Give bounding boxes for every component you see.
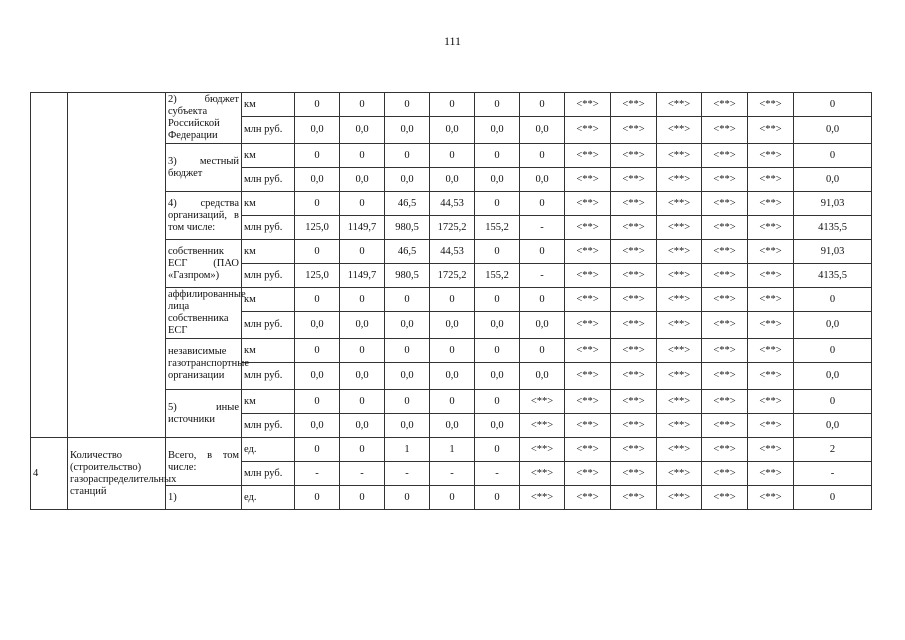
value-cell: <**> [611, 168, 657, 192]
value-cell: 0 [475, 339, 520, 363]
value-cell: 0 [520, 144, 565, 168]
value-cell: 0 [295, 93, 340, 117]
value-cell: 0 [430, 144, 475, 168]
value-cell: 46,5 [385, 240, 430, 264]
value-cell: 0,0 [520, 363, 565, 390]
value-cell: 0 [475, 240, 520, 264]
value-cell: 125,0 [295, 216, 340, 240]
value-cell: 0,0 [794, 117, 872, 144]
value-cell: <**> [748, 462, 794, 486]
category-cell: 5) иные источники [166, 390, 242, 438]
value-cell: 0 [295, 339, 340, 363]
value-cell: 0 [794, 288, 872, 312]
value-cell: 0,0 [385, 363, 430, 390]
value-cell: 0 [340, 486, 385, 510]
value-cell: <**> [748, 168, 794, 192]
value-cell: 0,0 [430, 117, 475, 144]
value-cell: <**> [748, 93, 794, 117]
value-cell: 2 [794, 438, 872, 462]
value-cell: <**> [748, 363, 794, 390]
value-cell: 0 [430, 339, 475, 363]
unit-cell: млн руб. [242, 216, 295, 240]
unit-cell: км [242, 240, 295, 264]
value-cell: <**> [611, 117, 657, 144]
value-cell: <**> [657, 144, 702, 168]
value-cell: <**> [611, 144, 657, 168]
value-cell: <**> [611, 216, 657, 240]
value-cell: 0,0 [430, 168, 475, 192]
value-cell: - [295, 462, 340, 486]
value-cell: <**> [702, 339, 748, 363]
value-cell: <**> [657, 264, 702, 288]
value-cell: <**> [611, 390, 657, 414]
value-cell: <**> [611, 264, 657, 288]
value-cell: 0 [794, 144, 872, 168]
value-cell: 0 [295, 486, 340, 510]
value-cell: 44,53 [430, 192, 475, 216]
value-cell: 0,0 [520, 312, 565, 339]
value-cell: <**> [702, 438, 748, 462]
value-cell: <**> [657, 486, 702, 510]
value-cell: <**> [657, 216, 702, 240]
table-body [31, 93, 872, 510]
value-cell: <**> [702, 216, 748, 240]
unit-cell: млн руб. [242, 168, 295, 192]
value-cell: 0,0 [475, 312, 520, 339]
value-cell: 0,0 [430, 414, 475, 438]
value-cell: 0 [385, 288, 430, 312]
value-cell: 91,03 [794, 240, 872, 264]
value-cell: <**> [657, 438, 702, 462]
value-cell: <**> [520, 462, 565, 486]
value-cell: <**> [748, 216, 794, 240]
value-cell: 0 [295, 240, 340, 264]
value-cell: 0,0 [794, 363, 872, 390]
value-cell: <**> [565, 144, 611, 168]
value-cell: 0 [340, 339, 385, 363]
value-cell: <**> [565, 390, 611, 414]
category-cell: аффилированные лица собственника ЕСГ [166, 288, 242, 339]
value-cell: 0 [520, 339, 565, 363]
value-cell: <**> [520, 390, 565, 414]
value-cell: 0 [295, 438, 340, 462]
category-cell: независимые газотранспортные организации [166, 339, 242, 390]
value-cell: <**> [748, 390, 794, 414]
value-cell: 0 [475, 438, 520, 462]
value-cell: <**> [702, 288, 748, 312]
value-cell: <**> [565, 414, 611, 438]
unit-cell: км [242, 288, 295, 312]
unit-cell: км [242, 390, 295, 414]
value-cell: <**> [702, 264, 748, 288]
unit-cell: ед. [242, 486, 295, 510]
data-table [30, 92, 872, 510]
value-cell: 0,0 [295, 312, 340, 339]
value-cell: <**> [657, 117, 702, 144]
value-cell: 0 [475, 192, 520, 216]
category-cell: 2) бюджет субъекта Российской Федерации [166, 93, 242, 144]
value-cell: 0,0 [340, 414, 385, 438]
value-cell: - [385, 462, 430, 486]
value-cell: <**> [611, 414, 657, 438]
value-cell: <**> [611, 312, 657, 339]
value-cell: - [794, 462, 872, 486]
value-cell: <**> [748, 240, 794, 264]
value-cell: 0 [520, 93, 565, 117]
value-cell: 0,0 [385, 414, 430, 438]
value-cell: <**> [611, 192, 657, 216]
value-cell: <**> [657, 363, 702, 390]
value-cell: 0 [794, 486, 872, 510]
value-cell: 0,0 [520, 117, 565, 144]
value-cell: 1 [430, 438, 475, 462]
value-cell: 0 [520, 240, 565, 264]
value-cell: 0,0 [340, 312, 385, 339]
value-cell: 0,0 [794, 414, 872, 438]
value-cell: 0 [295, 192, 340, 216]
value-cell: <**> [702, 240, 748, 264]
value-cell: - [520, 216, 565, 240]
value-cell: <**> [748, 438, 794, 462]
value-cell: 0 [520, 288, 565, 312]
value-cell: 0 [295, 288, 340, 312]
value-cell: <**> [702, 144, 748, 168]
value-cell: <**> [702, 168, 748, 192]
value-cell: 0,0 [340, 168, 385, 192]
value-cell: <**> [657, 414, 702, 438]
name-cell [68, 93, 166, 438]
value-cell: 46,5 [385, 192, 430, 216]
value-cell: <**> [565, 240, 611, 264]
value-cell: 0,0 [430, 363, 475, 390]
item-index: 4 [31, 438, 68, 510]
value-cell: <**> [657, 192, 702, 216]
unit-cell: ед. [242, 438, 295, 462]
item-name: Количество (строительство) газораспределительных станций [68, 438, 166, 510]
value-cell: - [430, 462, 475, 486]
value-cell: 0,0 [295, 168, 340, 192]
value-cell: <**> [565, 93, 611, 117]
value-cell: <**> [611, 363, 657, 390]
value-cell: <**> [520, 414, 565, 438]
value-cell: 1725,2 [430, 216, 475, 240]
value-cell: 0 [794, 339, 872, 363]
value-cell: <**> [611, 486, 657, 510]
value-cell: <**> [565, 117, 611, 144]
value-cell: 0 [385, 339, 430, 363]
value-cell: <**> [657, 240, 702, 264]
value-cell: 44,53 [430, 240, 475, 264]
value-cell: 0,0 [385, 117, 430, 144]
value-cell: 980,5 [385, 216, 430, 240]
value-cell: 0 [520, 192, 565, 216]
value-cell: 0 [340, 93, 385, 117]
value-cell: 0 [475, 288, 520, 312]
value-cell: <**> [565, 486, 611, 510]
value-cell: <**> [702, 192, 748, 216]
value-cell: 0,0 [385, 312, 430, 339]
value-cell: <**> [657, 288, 702, 312]
value-cell: 980,5 [385, 264, 430, 288]
value-cell: 0 [385, 486, 430, 510]
value-cell: 1149,7 [340, 264, 385, 288]
value-cell: <**> [657, 462, 702, 486]
value-cell: <**> [565, 192, 611, 216]
value-cell: 0,0 [475, 414, 520, 438]
value-cell: <**> [748, 414, 794, 438]
value-cell: <**> [565, 288, 611, 312]
table-row [31, 93, 872, 117]
unit-cell: млн руб. [242, 117, 295, 144]
value-cell: <**> [657, 390, 702, 414]
value-cell: <**> [520, 486, 565, 510]
value-cell: 1149,7 [340, 216, 385, 240]
value-cell: - [340, 462, 385, 486]
value-cell: 0,0 [295, 414, 340, 438]
value-cell: 0 [340, 288, 385, 312]
value-cell: 4135,5 [794, 216, 872, 240]
value-cell: 0 [295, 144, 340, 168]
value-cell: <**> [611, 462, 657, 486]
page-number: 111 [443, 34, 462, 48]
value-cell: <**> [611, 339, 657, 363]
category-cell: 1) [166, 486, 242, 510]
index-cell [31, 93, 68, 438]
value-cell: 155,2 [475, 264, 520, 288]
value-cell: <**> [565, 462, 611, 486]
value-cell: <**> [565, 264, 611, 288]
value-cell: <**> [748, 144, 794, 168]
value-cell: 0,0 [340, 363, 385, 390]
value-cell: <**> [748, 339, 794, 363]
value-cell: <**> [611, 93, 657, 117]
value-cell: 0 [340, 438, 385, 462]
unit-cell: км [242, 93, 295, 117]
unit-cell: км [242, 192, 295, 216]
value-cell: 0 [794, 93, 872, 117]
value-cell: 0,0 [520, 168, 565, 192]
value-cell: 0,0 [430, 312, 475, 339]
value-cell: <**> [702, 363, 748, 390]
value-cell: 155,2 [475, 216, 520, 240]
category-cell: собственник ЕСГ (ПАО «Газпром») [166, 240, 242, 288]
value-cell: 125,0 [295, 264, 340, 288]
value-cell: <**> [565, 438, 611, 462]
value-cell: 0,0 [794, 168, 872, 192]
category-cell: 3) местный бюджет [166, 144, 242, 192]
value-cell: 0 [475, 390, 520, 414]
value-cell: 0,0 [295, 117, 340, 144]
category-cell: 4) средства организаций, в том числе: [166, 192, 242, 240]
value-cell: 0 [385, 390, 430, 414]
value-cell: 0 [340, 390, 385, 414]
value-cell: <**> [657, 168, 702, 192]
value-cell: 0 [385, 144, 430, 168]
value-cell: <**> [748, 192, 794, 216]
value-cell: - [475, 462, 520, 486]
value-cell: 0 [430, 486, 475, 510]
value-cell: 4135,5 [794, 264, 872, 288]
value-cell: <**> [657, 339, 702, 363]
unit-cell: млн руб. [242, 462, 295, 486]
table-row [31, 438, 872, 462]
value-cell: 0 [430, 288, 475, 312]
value-cell: 0,0 [385, 168, 430, 192]
value-cell: 0 [430, 93, 475, 117]
unit-cell: млн руб. [242, 414, 295, 438]
value-cell: <**> [702, 117, 748, 144]
value-cell: 0 [340, 240, 385, 264]
value-cell: 0 [340, 144, 385, 168]
value-cell: 1 [385, 438, 430, 462]
value-cell: <**> [702, 462, 748, 486]
value-cell: <**> [565, 168, 611, 192]
value-cell: <**> [748, 486, 794, 510]
value-cell: 0 [475, 144, 520, 168]
value-cell: <**> [702, 93, 748, 117]
value-cell: 0 [430, 390, 475, 414]
value-cell: 0,0 [794, 312, 872, 339]
value-cell: <**> [565, 312, 611, 339]
category-cell: Всего, в том числе: [166, 438, 242, 486]
value-cell: <**> [657, 93, 702, 117]
value-cell: 91,03 [794, 192, 872, 216]
value-cell: <**> [565, 363, 611, 390]
value-cell: <**> [702, 486, 748, 510]
value-cell: <**> [748, 117, 794, 144]
value-cell: <**> [657, 312, 702, 339]
value-cell: 0 [475, 93, 520, 117]
unit-cell: км [242, 144, 295, 168]
value-cell: <**> [565, 216, 611, 240]
value-cell: <**> [748, 288, 794, 312]
value-cell: 0,0 [475, 117, 520, 144]
unit-cell: млн руб. [242, 363, 295, 390]
unit-cell: млн руб. [242, 312, 295, 339]
value-cell: 0 [794, 390, 872, 414]
value-cell: <**> [702, 312, 748, 339]
value-cell: <**> [520, 438, 565, 462]
unit-cell: млн руб. [242, 264, 295, 288]
value-cell: <**> [611, 438, 657, 462]
value-cell: 0 [340, 192, 385, 216]
value-cell: 0,0 [475, 363, 520, 390]
value-cell: 0 [475, 486, 520, 510]
value-cell: 0,0 [340, 117, 385, 144]
value-cell: <**> [611, 288, 657, 312]
unit-cell: км [242, 339, 295, 363]
value-cell: 0,0 [295, 363, 340, 390]
value-cell: <**> [748, 312, 794, 339]
value-cell: <**> [565, 339, 611, 363]
value-cell: 0,0 [475, 168, 520, 192]
value-cell: <**> [702, 414, 748, 438]
value-cell: - [520, 264, 565, 288]
value-cell: 0 [295, 390, 340, 414]
value-cell: <**> [611, 240, 657, 264]
value-cell: 1725,2 [430, 264, 475, 288]
value-cell: 0 [385, 93, 430, 117]
value-cell: <**> [748, 264, 794, 288]
value-cell: <**> [702, 390, 748, 414]
